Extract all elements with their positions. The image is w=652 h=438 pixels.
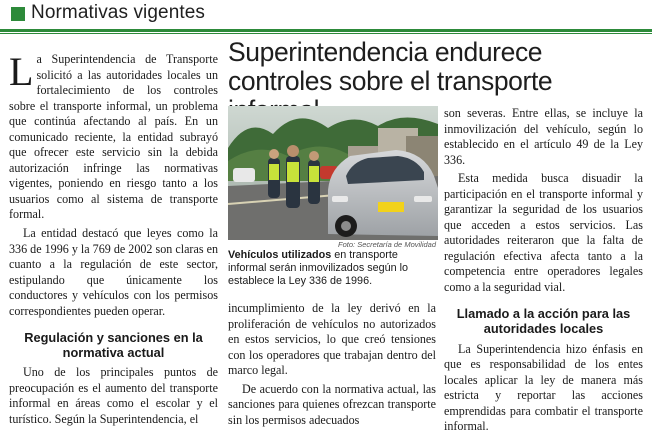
paragraph: Uno de los principales puntos de preocupación es el aumento del transporte informal en áreas como el escolar y el turístico. Según la Superintendencia, el bbox=[9, 365, 218, 426]
photo-caption bbox=[228, 249, 438, 288]
section-title: Normativas vigentes bbox=[31, 2, 206, 23]
paragraph: incumplimiento de la ley derivó en la proliferación de vehículos no autorizados en estos servicios, lo que creó tensiones con los operadores que trabajan dentro del marco legal. bbox=[228, 301, 436, 378]
column-3 bbox=[444, 106, 643, 435]
paragraph: La entidad destacó que leyes como la 336 de 1996 y la 769 de 2002 son claras en cuanto a la regulación de este sector, estipulando que únicamente los conductores y vehículos con los permisos correspondientes pueden operar. bbox=[9, 226, 218, 318]
article-headline: Superintendencia endurece controles sobre el transporte bbox=[228, 37, 553, 96]
section-marker bbox=[11, 7, 25, 21]
section-rule bbox=[0, 29, 652, 32]
paragraph: La Superintendencia hizo énfasis en que es responsabilidad de los entes locales aplicar la ley de manera más estricta y reportar las acciones emprendidas para combatir el transporte informal. bbox=[444, 341, 643, 434]
caption-lead: Vehículos utilizados bbox=[228, 249, 332, 261]
lead-paragraph bbox=[9, 49, 218, 223]
article-photo bbox=[228, 106, 438, 240]
caption-text: en transporte informal serán inmovilizados según lo establece la Ley 336 de 1996. bbox=[228, 249, 409, 287]
column-2 bbox=[228, 301, 436, 428]
paragraph: De acuerdo con la normativa actual, las sanciones para quienes ofrezcan transporte sin los permisos adecuados bbox=[228, 381, 436, 427]
paragraph: Esta medida busca disuadir la participación en el transporte informal y garantizar la seguridad de los usuarios que acceden a estos servicios. Las autoridades reiteraron que la falta de regulación efectiva afecta tanto a la competencia entre operadores legales como a la seguridad vial. bbox=[444, 171, 643, 295]
paragraph: son severas. Entre ellas, se incluye la inmovilización del vehículo, según lo establecido en el artículo 49 de la Ley 336. bbox=[444, 106, 643, 167]
subheading: Llamado a la acción para las autoridades locales bbox=[456, 305, 631, 336]
section-rule-thin bbox=[0, 33, 652, 34]
subheading: Regulación y sanciones en la normativa actual bbox=[24, 330, 203, 361]
column-1 bbox=[9, 49, 218, 427]
drop-cap: L bbox=[9, 49, 34, 94]
photo-credit: Foto: Secretaría de Movilidad bbox=[338, 240, 436, 249]
lead-text: a Superintendencia de Transporte solicitó a las autoridades locales un fortalecimiento de los controles sobre el transporte informal, un problema que continúa afectando al país. En un comunicado reciente, la entidad subrayó que ofrecer este servicio sin la debida autorización infringe las normativas vigentes, poniendo en riesgo tanto a los usuarios como al sistema de transporte formal. bbox=[9, 52, 218, 222]
